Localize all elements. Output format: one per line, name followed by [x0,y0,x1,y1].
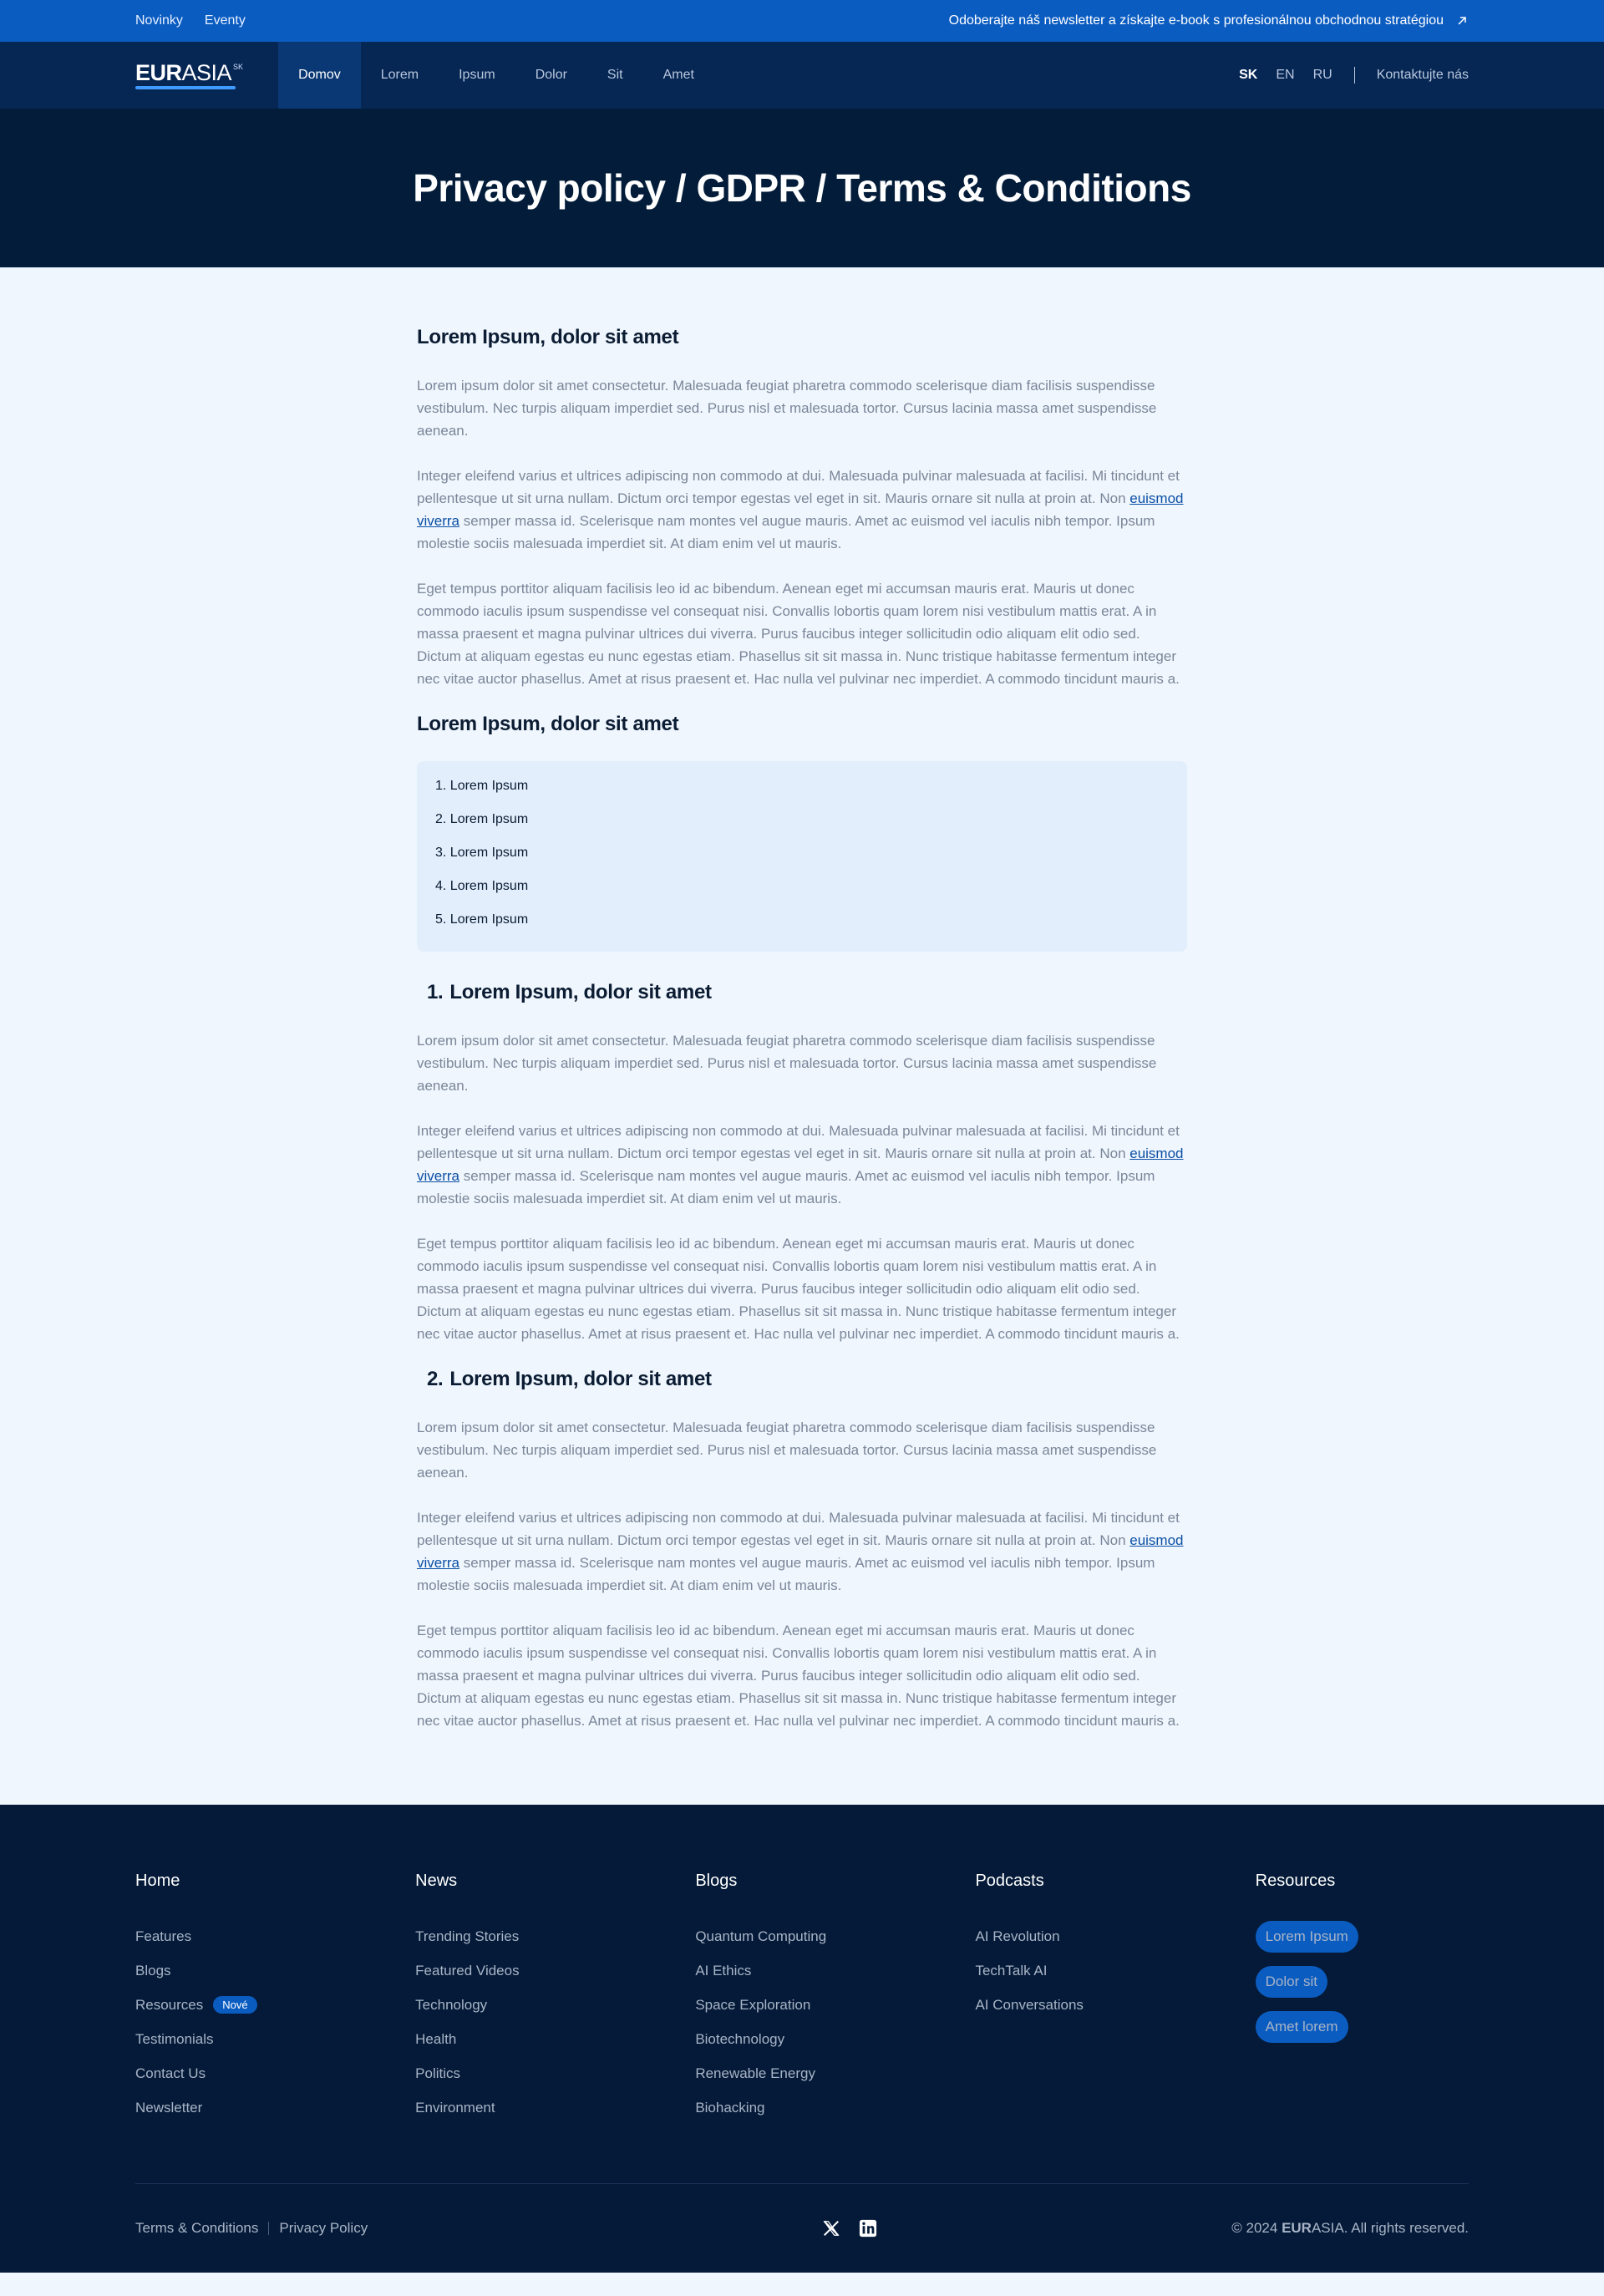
footer-link-contact[interactable]: Contact Us [135,2065,206,2081]
top-link-eventy[interactable]: Eventy [204,13,246,28]
nav-menu [278,42,714,109]
footer-link-blogs[interactable]: Blogs [135,1962,171,1979]
footer-link-features[interactable]: Features [135,1928,192,1944]
footer-heading: Home [135,1872,180,1890]
footer-link[interactable]: TechTalk AI [975,1962,1048,1979]
logo-asia: ASIA [181,60,232,85]
paragraph: Integer eleifend varius et ultrices adipiscing non commodo at dui. Malesuada pulvinar malesuada at facilisi. Mi tincidunt et pellentesque ut sit urna nullam. Dictum orci tempor egestas vel eget in sit. Mauris ornare sit nulla at proin at. Non euismod viverra semper massa id. Scelerisque nam montes vel augue mauris. Amet ac euismod vel iaculis nibh tempor. Ipsum molestie sociis malesuada imperdiet sit. At diam enim vel ut mauris. [417,468,1184,551]
new-badge: Nové [213,1996,256,2014]
footer-heading: Resources [1255,1872,1336,1890]
footer-col-news [415,1872,695,2125]
footer-link[interactable]: AI Conversations [975,1996,1084,2013]
language-switcher [1239,67,1469,84]
top-links [135,13,246,28]
logo-text [135,61,231,84]
toc-item-4[interactable]: 4. Lorem Ipsum [435,879,529,893]
footer-link[interactable]: Biohacking [695,2099,765,2116]
footer-link[interactable]: AI Ethics [695,1962,752,1979]
footer-columns [135,1872,1469,2125]
contact-link[interactable]: Kontaktujte nás [1376,68,1469,82]
inline-link[interactable]: euismod viverra [417,1145,1184,1184]
logo-eur: EUR [135,60,182,85]
footer-col-home [135,1872,415,2125]
footer-link-testimonials[interactable]: Testimonials [135,2030,214,2047]
nav-divider [1354,67,1355,84]
section-2-heading: 2. Lorem Ipsum, dolor sit amet [427,1368,712,1390]
nav-item-lorem[interactable]: Lorem [380,68,419,82]
footer-col-blogs [695,1872,975,2125]
toc-item-2[interactable]: 2. Lorem Ipsum [435,812,529,826]
logo[interactable] [135,61,243,89]
logo-underline [135,86,236,89]
footer-link[interactable]: Biotechnology [695,2030,785,2047]
section-heading: Lorem Ipsum, dolor sit amet [417,326,679,348]
footer-link[interactable]: Renewable Energy [695,2065,815,2081]
paragraph: Lorem ipsum dolor sit amet consectetur. Malesuada feugiat pharetra commodo scelerisque diam facilisis suspendisse vestibulum. Nec turpis aliquam imperdiet sed. Purus nisl et malesuada tortor. Cursus lacinia massa amet suspendisse aenean. [417,378,1157,439]
footer-heading: Podcasts [975,1872,1044,1890]
newsletter-text: Odoberajte náš newsletter a získajte e-book s profesionálnou obchodnou stratégiou [948,13,1444,28]
nav-item-sit[interactable]: Sit [607,68,623,82]
x-twitter-icon[interactable] [822,2219,840,2238]
footer-link-resources[interactable]: Resources Nové [135,1988,415,2022]
paragraph: Eget tempus porttitor aliquam facilisis leo id ac bibendum. Aenean eget mi accumsan mauris erat. Mauris ut donec commodo iaculis ipsum suspendisse vel consequat nisi. Convallis lobortis quam lorem nisi vestibulum mattis erat. A in massa praesent et magna pulvinar ultrices dui viverra. Purus faucibus integer sollicitudin odio aliquam elit odio sed. Dictum at aliquam egestas eu nunc egestas etiam. Phasellus sit sit massa in. Nunc tristique habitasse fermentum integer nec vitae auctor phasellus. Amet at risus praesent et. Hac nulla vel pulvinar nec imperdiet. A commodo tincidunt mauris a. [417,581,1180,687]
social-links [822,2219,877,2238]
footer-link[interactable]: AI Revolution [975,1928,1060,1944]
table-of-contents [417,761,1187,952]
paragraph: Eget tempus porttitor aliquam facilisis leo id ac bibendum. Aenean eget mi accumsan mauris erat. Mauris ut donec commodo iaculis ipsum suspendisse vel consequat nisi. Convallis lobortis quam lorem nisi vestibulum mattis erat. A in massa praesent et magna pulvinar ultrices dui viverra. Purus faucibus integer sollicitudin odio aliquam elit odio sed. Dictum at aliquam egestas eu nunc egestas etiam. Phasellus sit sit massa in. Nunc tristique habitasse fermentum integer nec vitae auctor phasellus. Amet at risus praesent et. Hac nulla vel pulvinar nec imperdiet. A commodo tincidunt mauris a. [417,1236,1180,1342]
copyright: © 2024 EURASIA. All rights reserved. [1231,2220,1469,2236]
top-link-novinky[interactable]: Novinky [135,13,183,28]
footer-link[interactable]: Space Exploration [695,1996,811,2013]
lang-ru[interactable]: RU [1312,68,1332,82]
nav-item-dolor[interactable]: Dolor [535,68,567,82]
footer-link[interactable]: Environment [415,2099,495,2116]
footer-link[interactable]: Health [415,2030,457,2047]
footer-link[interactable]: Technology [415,1996,488,2013]
arrow-up-right-icon [1455,14,1469,28]
inline-link[interactable]: euismod viverra [417,490,1184,529]
paragraph: Eget tempus porttitor aliquam facilisis leo id ac bibendum. Aenean eget mi accumsan mauris erat. Mauris ut donec commodo iaculis ipsum suspendisse vel consequat nisi. Convallis lobortis quam lorem nisi vestibulum mattis erat. A in massa praesent et magna pulvinar ultrices dui viverra. Purus faucibus integer sollicitudin odio aliquam elit odio sed. Dictum at aliquam egestas eu nunc egestas etiam. Phasellus sit sit massa in. Nunc tristique habitasse fermentum integer nec vitae auctor phasellus. Amet at risus praesent et. Hac nulla vel pulvinar nec imperdiet. A commodo tincidunt mauris a. [417,1623,1180,1729]
resource-pill[interactable]: Dolor sit [1256,1966,1327,1998]
toc-item-3[interactable]: 3. Lorem Ipsum [435,846,529,860]
paragraph: Lorem ipsum dolor sit amet consectetur. Malesuada feugiat pharetra commodo scelerisque diam facilisis suspendisse vestibulum. Nec turpis aliquam imperdiet sed. Purus nisl et malesuada tortor. Cursus lacinia massa amet suspendisse aenean. [417,1420,1157,1481]
terms-link[interactable]: Terms & Conditions [135,2220,259,2236]
footer-heading: News [415,1872,458,1890]
footer-link[interactable]: Politics [415,2065,461,2081]
lang-en[interactable]: EN [1276,68,1295,82]
privacy-link[interactable]: Privacy Policy [279,2220,368,2236]
newsletter-link[interactable] [949,13,1469,28]
footer [0,1805,1604,2273]
toc-heading: Lorem Ipsum, dolor sit amet [417,713,679,735]
logo-country: SK [233,63,244,71]
page-title: Privacy policy / GDPR / Terms & Conditions [413,166,1191,210]
main-content [417,267,1187,1805]
footer-link[interactable]: Quantum Computing [695,1928,827,1944]
inline-link[interactable]: euismod viverra [417,1532,1184,1571]
footer-link-newsletter[interactable]: Newsletter [135,2099,203,2116]
footer-col-podcasts [975,1872,1255,2125]
footer-bottom [135,2184,1469,2273]
toc-item-1[interactable]: 1. Lorem Ipsum [435,779,529,793]
section-1-heading: 1. Lorem Ipsum, dolor sit amet [427,981,712,1003]
resource-pill[interactable]: Lorem Ipsum [1256,1921,1358,1953]
toc-item-5[interactable]: 5. Lorem Ipsum [435,912,529,927]
nav-item-ipsum[interactable]: Ipsum [459,68,495,82]
main-nav [0,42,1604,109]
nav-item-amet[interactable]: Amet [662,68,694,82]
paragraph: Integer eleifend varius et ultrices adipiscing non commodo at dui. Malesuada pulvinar malesuada at facilisi. Mi tincidunt et pellentesque ut sit urna nullam. Dictum orci tempor egestas vel eget in sit. Mauris ornare sit nulla at proin at. Non euismod viverra semper massa id. Scelerisque nam montes vel augue mauris. Amet ac euismod vel iaculis nibh tempor. Ipsum molestie sociis malesuada imperdiet sit. At diam enim vel ut mauris. [417,1510,1184,1593]
hero [0,109,1604,267]
top-bar [0,0,1604,42]
resource-pill[interactable]: Amet lorem [1256,2011,1348,2043]
footer-link[interactable]: Featured Videos [415,1962,520,1979]
legal-links [135,2220,368,2237]
footer-col-resources [1256,1872,1469,2125]
paragraph: Lorem ipsum dolor sit amet consectetur. Malesuada feugiat pharetra commodo scelerisque diam facilisis suspendisse vestibulum. Nec turpis aliquam imperdiet sed. Purus nisl et malesuada tortor. Cursus lacinia massa amet suspendisse aenean. [417,1033,1157,1094]
resource-pills [1256,1919,1469,2056]
lang-sk[interactable]: SK [1239,68,1258,82]
legal-divider [268,2222,269,2235]
linkedin-icon[interactable] [859,2219,877,2238]
footer-link[interactable]: Trending Stories [415,1928,520,1944]
paragraph: Integer eleifend varius et ultrices adipiscing non commodo at dui. Malesuada pulvinar malesuada at facilisi. Mi tincidunt et pellentesque ut sit urna nullam. Dictum orci tempor egestas vel eget in sit. Mauris ornare sit nulla at proin at. Non euismod viverra semper massa id. Scelerisque nam montes vel augue mauris. Amet ac euismod vel iaculis nibh tempor. Ipsum molestie sociis malesuada imperdiet sit. At diam enim vel ut mauris. [417,1123,1184,1206]
nav-item-domov[interactable]: Domov [278,42,361,109]
footer-heading: Blogs [695,1872,738,1890]
